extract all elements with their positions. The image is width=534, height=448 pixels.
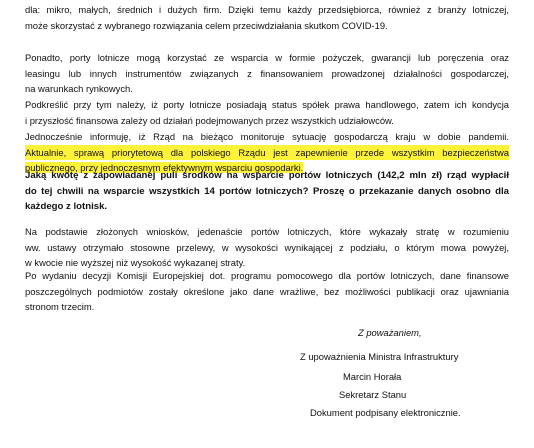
text-line: w kwocie nie wyższej niż wysokość wykazanej straty. <box>25 257 246 268</box>
question-paragraph <box>25 168 509 215</box>
text-line: na warunkach rynkowych. <box>25 83 133 94</box>
highlighted-text-line: publicznego, przy jednoczesnym efektywnym wsparciu gospodarki. <box>25 162 304 173</box>
text-line: leasingu lub innych instrumentów związanych z finansowaniem prowadzonej działalności gospodarczej, <box>25 67 509 79</box>
paragraph-support-tools <box>25 2 509 33</box>
text-line: i przyszłość finansowa zależy od działań podejmowanych przez wszystkich udziałowców. <box>25 114 394 126</box>
paragraph-transfers <box>25 224 509 271</box>
paragraph-ec-decision <box>25 268 509 315</box>
signature-name: Marcin Horała <box>343 371 402 382</box>
text-line: do tej chwili na wsparcie wszystkich 14 portów lotniczych? Proszę o przekazanie danych osobno dla <box>25 185 509 197</box>
text-line: Jaką kwotę z zapowiadanej puli środków na wsparcie portów lotniczych (142,2 mln zł) rząd wypłacił <box>25 170 509 181</box>
text-line: stronom trzecim. <box>25 301 95 312</box>
text-line: Po wydaniu decyzji Komisji Europejskiej dot. programu pomocowego dla portów lotniczych, dane finansowe <box>25 270 509 281</box>
signature-note: Dokument podpisany elektronicznie. <box>310 407 461 418</box>
text-line: Ponadto, porty lotnicze mogą korzystać ze wsparcia w formie pożyczek, gwarancji lub poręczenia oraz <box>25 52 509 63</box>
text-line: Na podstawie złożonych wniosków, jedenaście portów lotniczych, które wykazały stratę w rozumieniu <box>25 226 509 237</box>
signature-authority: Z upoważnienia Ministra Infrastruktury <box>300 351 459 362</box>
paragraph-company-status <box>25 97 509 128</box>
text-line: każdego z lotnisk. <box>25 201 108 212</box>
text-line: Jednocześnie informuję, iż Rząd na bieżąco monitoruje sytuację gospodarczą kraju w dobie pandemii. <box>25 131 509 142</box>
text-line: może skorzystać z wybranego rozwiązania celem przeciwdziałania skutkom COVID-19. <box>25 19 388 31</box>
paragraph-loans-guarantees <box>25 50 509 97</box>
text-line: dla: mikro, małych, średnich i dużych firm. Dzięki temu każdy przedsiębiorca, również z branży lotniczej, <box>25 4 509 15</box>
signature-title: Sekretarz Stanu <box>339 389 407 400</box>
signature-greeting: Z poważaniem, <box>358 327 422 338</box>
text-line: ww. ustawy otrzymało stosowne przelewy, w wysokości wynikającej z podziału, o którym mowa powyżej, <box>25 241 509 253</box>
text-line: poszczególnych podmiotów zostały określone jako dane wrażliwe, bez możliwości publikacji oraz ujawniania <box>25 285 509 297</box>
text-line: Podkreślić przy tym należy, iż porty lotnicze posiadają status spółek prawa handlowego, zatem ich kondycja <box>25 99 509 110</box>
highlighted-text-line: Aktualnie, sprawą priorytetową dla polskiego Rządu jest zapewnienie przede wszystkim bezpieczeństwa <box>25 145 509 161</box>
